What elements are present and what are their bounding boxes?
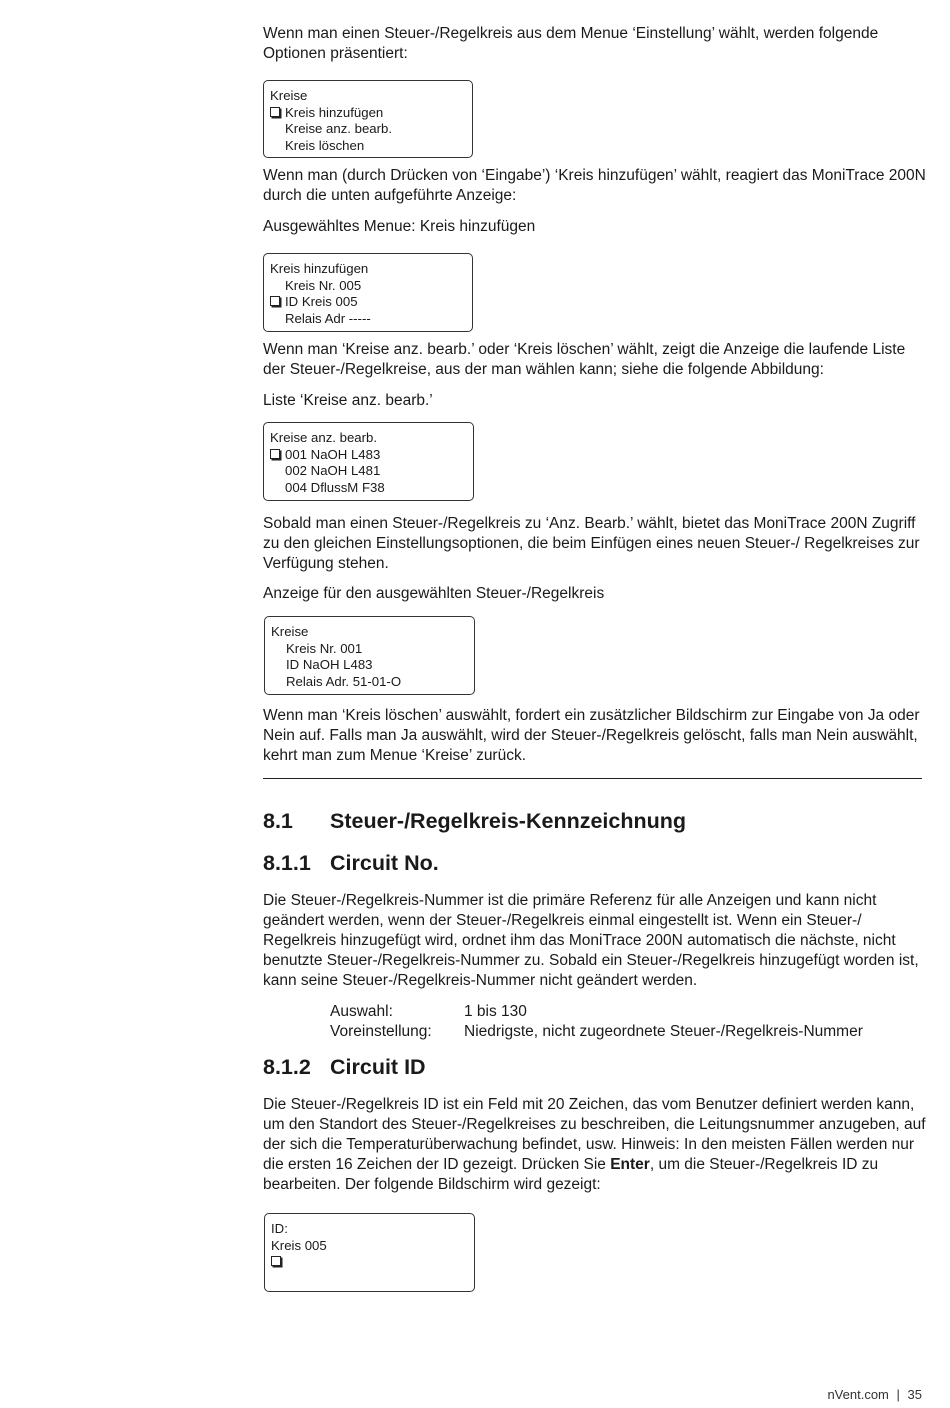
- lcd-option: Kreis löschen: [285, 138, 365, 154]
- lcd-option: 004 DflussM F38: [285, 480, 385, 496]
- deflist-row: [330, 1002, 930, 1022]
- footer-separator: |: [896, 1387, 900, 1402]
- caption-selected-menu: Ausgewähltes Menue: Kreis hinzufügen: [263, 218, 536, 235]
- lcd-title: Kreise anz. bearb.: [270, 430, 378, 445]
- paragraph-circuit-no: Die Steuer-/Regelkreis-Nummer ist die primäre Referenz für alle Anzeigen und kann nicht geändert werden, wenn der Steuer-/Regelkreis einmal eingestellt ist. Wenn ein Steuer-/ Regelkreis hinzugefügt wird, ordnet ihm das MoniTrace 200N automatisch die nächste, nicht benutzte Steuer-/Regelkreis-Nummer zu. Sobald ein Steuer-/Regelkreis hinzugefügt worden ist, kann seine Steuer-/Regelkreis-Nummer nicht geändert werden.: [263, 892, 919, 989]
- paragraph-delete: Wenn man ‘Kreis löschen’ auswählt, fordert ein zusätzlicher Bildschirm zur Eingabe von Ja oder Nein auf. Falls man Ja auswählt, wird der Steuer-/Regelkreis gelöscht, falls man Nein auswählt, kehrt man zum Menue ‘Kreise’ zurück.: [263, 707, 920, 764]
- cursor-box-icon: [270, 107, 280, 117]
- lcd-title: Kreise: [271, 624, 309, 639]
- footer-site-link[interactable]: nVent.com: [827, 1387, 889, 1402]
- lcd-id-edit: [264, 1213, 475, 1292]
- lcd-kreise-anz-bearb: [263, 422, 474, 501]
- heading-8-1-2: [263, 1054, 426, 1080]
- deflist-key: Voreinstellung:: [330, 1023, 432, 1040]
- deflist-key: Auswahl:: [330, 1003, 393, 1020]
- deflist-value: 1 bis 130: [464, 1003, 527, 1020]
- cursor-box-icon: [270, 449, 280, 459]
- heading-number: 8.1.2: [263, 1055, 311, 1079]
- lcd-option: Kreis Nr. 005: [285, 277, 362, 293]
- paragraph-edit-options: Sobald man einen Steuer-/Regelkreis zu ‘Anz. Bearb.’ wählt, bietet das MoniTrace 200N Zugriff zu den gleichen Einstellungsoptionen, die beim Einfügen eines neuen Steuer-/ Regelkreises zur Verfügung stehen.: [263, 515, 920, 572]
- heading-8-1: [263, 808, 686, 834]
- deflist-row: [330, 1022, 930, 1042]
- lcd-option: Kreis hinzufügen: [285, 104, 384, 120]
- paragraph-circuit-id: [263, 1095, 928, 1195]
- lcd-option: ID Kreis 005: [285, 294, 358, 310]
- heading-text: Circuit No.: [330, 851, 439, 875]
- heading-number: 8.1.1: [263, 851, 311, 875]
- paragraph-text: , um die Steuer-/Regelkreis ID zu bearbeiten. Der folgende Bildschirm wird gezeigt:: [263, 1156, 879, 1193]
- cursor-box-icon: [270, 296, 280, 306]
- enter-keyword: Enter: [610, 1156, 650, 1173]
- lcd-option: Kreis 005: [271, 1237, 327, 1253]
- caption-selected-circuit: Anzeige für den ausgewählten Steuer-/Regelkreis: [263, 585, 605, 602]
- intro-paragraph: Wenn man einen Steuer-/Regelkreis aus dem Menue ‘Einstellung’ wählt, werden folgende Optionen präsentiert:: [263, 25, 879, 62]
- deflist-value: Niedrigste, nicht zugeordnete Steuer-/Regelkreis-Nummer: [464, 1023, 863, 1040]
- heading-text: Circuit ID: [330, 1055, 426, 1079]
- page-footer: [827, 1387, 922, 1402]
- lcd-option: 001 NaOH L483: [285, 446, 381, 462]
- lcd-title: ID:: [271, 1221, 288, 1236]
- heading-number: 8.1: [263, 809, 293, 833]
- lcd-kreis-hinzufuegen: [263, 253, 473, 332]
- section-divider: [263, 778, 922, 779]
- lcd-menu-kreise: [263, 80, 473, 158]
- lcd-option: Kreise anz. bearb.: [285, 121, 393, 137]
- heading-8-1-1: [263, 850, 439, 876]
- lcd-title: Kreis hinzufügen: [270, 261, 369, 276]
- lcd-option: 002 NaOH L481: [285, 463, 381, 479]
- cursor-box-icon: [271, 1256, 281, 1266]
- lcd-kreise-detail: [264, 616, 475, 695]
- lcd-title: Kreise: [270, 88, 308, 103]
- caption-list: Liste ‘Kreise anz. bearb.’: [263, 392, 433, 409]
- settings-deflist: [330, 1002, 930, 1042]
- lcd-option: ID NaOH L483: [286, 657, 373, 673]
- lcd-option: Relais Adr -----: [285, 311, 371, 327]
- heading-text: Steuer-/Regelkreis-Kennzeichnung: [330, 809, 687, 833]
- lcd-option: Relais Adr. 51-01-O: [286, 674, 402, 690]
- paragraph-text: Die Steuer-/Regelkreis ID ist ein Feld mit 20 Zeichen, das vom Benutzer definiert werden kann, um den Standort des Steuer-/Regelkreises zu beschreiben, die Leitungsnummer anzugeben, auf der sich die Temperaturüberwachung befindet, usw. Hinweis: In den meisten Fällen werden nur die ersten 16 Zeichen der ID gezeigt. Drücken Sie: [263, 1096, 926, 1173]
- lcd-option: Kreis Nr. 001: [286, 640, 363, 656]
- paragraph-edit-list: Wenn man ‘Kreise anz. bearb.’ oder ‘Kreis löschen’ wählt, zeigt die Anzeige die laufende Liste der Steuer-/Regelkreise, aus der man wählen kann; siehe die folgende Abbildung:: [263, 341, 906, 378]
- page-number: 35: [907, 1387, 922, 1402]
- paragraph-add-circuit: Wenn man (durch Drücken von ‘Eingabe’) ‘Kreis hinzufügen’ wählt, reagiert das MoniTrace 200N durch die unten aufgeführte Anzeige:: [263, 167, 926, 204]
